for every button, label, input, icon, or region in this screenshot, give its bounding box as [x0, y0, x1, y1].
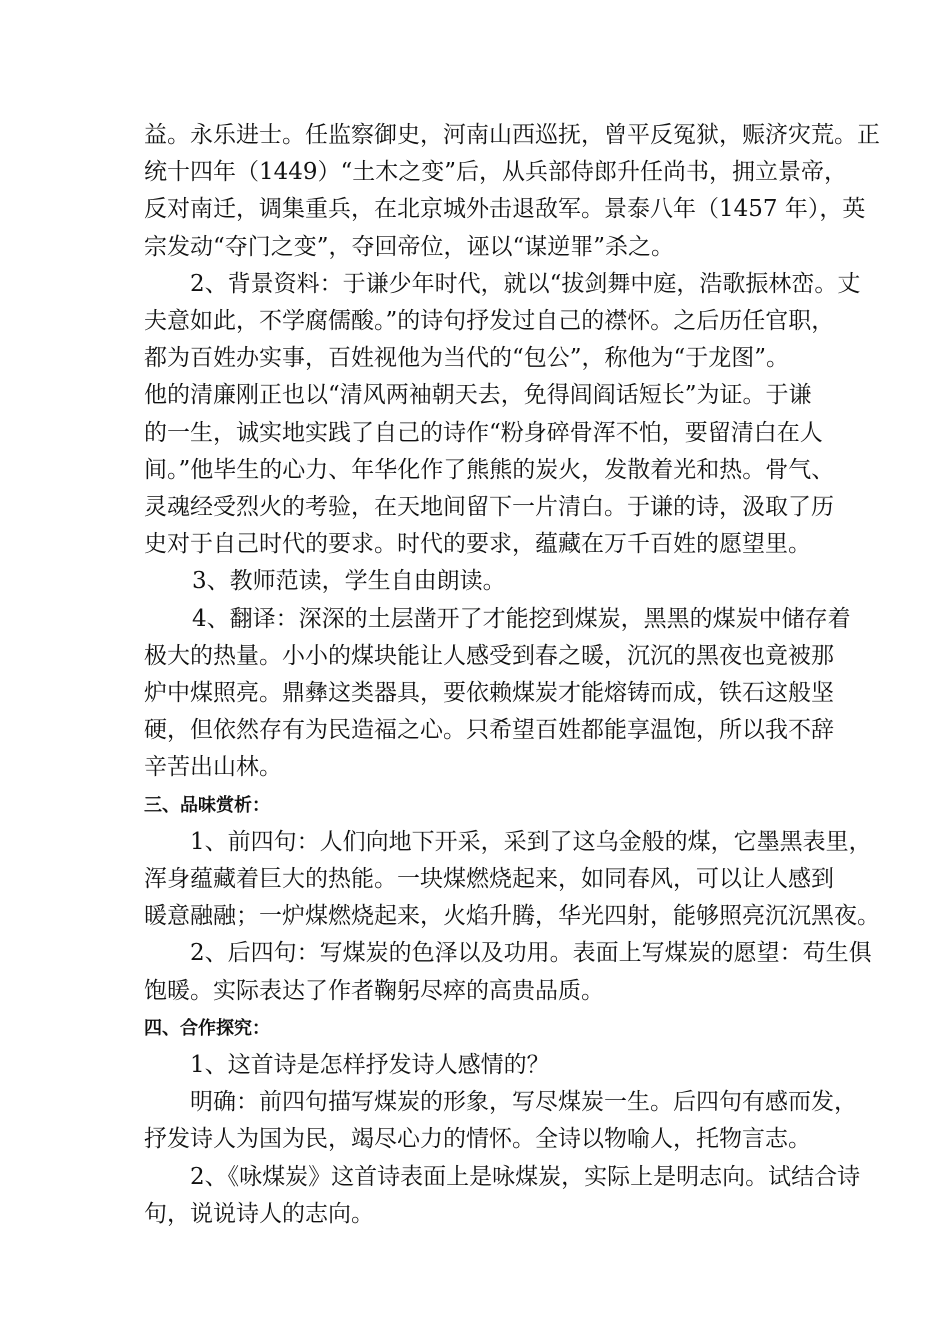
paragraph-start-line: 2、后四句：写煤炭的色泽以及功用。表面上写煤炭的愿望：苟生俱 [190, 940, 872, 967]
paragraph-start-line: 4、翻译：深深的土层凿开了才能挖到煤炭，黑黑的煤炭中储存着 [192, 605, 851, 632]
body-line: 史对于自己时代的要求。时代的要求，蕴藏在万千百姓的愿望里。 [144, 531, 811, 558]
document-page [144, 117, 880, 1233]
section-heading: 三、品味赏析： [144, 794, 270, 816]
body-line: 炉中煤照亮。鼎彝这类器具，要依赖煤炭才能熔铸而成，铁石这般坚 [144, 680, 834, 707]
body-line: 硬，但依然存有为民造福之心。只希望百姓都能享温饱，所以我不辞 [144, 717, 834, 744]
body-line: 饱暖。实际表达了作者鞠躬尽瘁的高贵品质。 [144, 977, 604, 1004]
body-line: 间。”他毕生的心力、年华化作了熊熊的炭火，发散着光和热。骨气、 [144, 456, 835, 483]
paragraph-start-line: 1、这首诗是怎样抒发诗人感情的？ [190, 1052, 550, 1079]
body-line: 辛苦出山林。 [144, 754, 282, 781]
body-line: 他的清廉刚正也以“清风两袖朝天去，免得闾阎话短长”为证。于谦 [144, 382, 812, 409]
body-line: 灵魂经受烈火的考验，在天地间留下一片清白。于谦的诗，汲取了历 [144, 494, 834, 521]
body-line: 反对南迁，调集重兵，在北京城外击退敌军。景泰八年（1457 年），英 [144, 196, 866, 223]
body-line: 的一生，诚实地实践了自己的诗作“粉身碎骨浑不怕，要留清白在人 [144, 419, 823, 446]
paragraph-start-line: 2、《咏煤炭》这首诗表面上是咏煤炭，实际上是明志向。试结合诗 [190, 1163, 861, 1190]
paragraph-start-line: 明确：前四句描写煤炭的形象，写尽煤炭一生。后四句有感而发， [190, 1089, 857, 1116]
paragraph-start-line: 1、前四句：人们向地下开采，采到了这乌金般的煤，它墨黑表里， [190, 828, 872, 855]
body-line: 极大的热量。小小的煤块能让人感受到春之暖，沉沉的黑夜也竟被那 [144, 642, 834, 669]
body-line: 益。永乐进士。任监察御史，河南山西巡抚，曾平反冤狱，赈济灾荒。正 [144, 122, 880, 148]
section-heading: 四、合作探究： [144, 1017, 270, 1039]
body-line: 统十四年（1449）“土木之变”后，从兵部侍郎升任尚书，拥立景帝， [144, 159, 848, 186]
paragraph-start-line: 2、背景资料：于谦少年时代，就以“拔剑舞中庭，浩歌振林峦。丈 [190, 270, 861, 297]
body-line: 抒发诗人为国为民，竭尽心力的情怀。全诗以物喻人，托物言志。 [144, 1126, 811, 1153]
body-line: 夫意如此，不学腐儒酸。”的诗句抒发过自己的襟怀。之后历任官职， [144, 308, 835, 335]
body-line: 浑身蕴藏着巨大的热能。一块煤燃烧起来，如同春风，可以让人感到 [144, 866, 834, 893]
body-line: 句，说说诗人的志向。 [144, 1200, 374, 1227]
body-line: 都为百姓办实事，百姓视他为当代的“包公”，称他为“于龙图”。 [144, 345, 790, 372]
body-line: 暖意融融；一炉煤燃烧起来，火焰升腾，华光四射，能够照亮沉沉黑夜。 [144, 903, 880, 930]
body-line: 宗发动“夺门之变”，夺回帝位，诬以“谋逆罪”杀之。 [144, 233, 675, 260]
paragraph-start-line: 3、教师范读，学生自由朗读。 [192, 568, 506, 595]
